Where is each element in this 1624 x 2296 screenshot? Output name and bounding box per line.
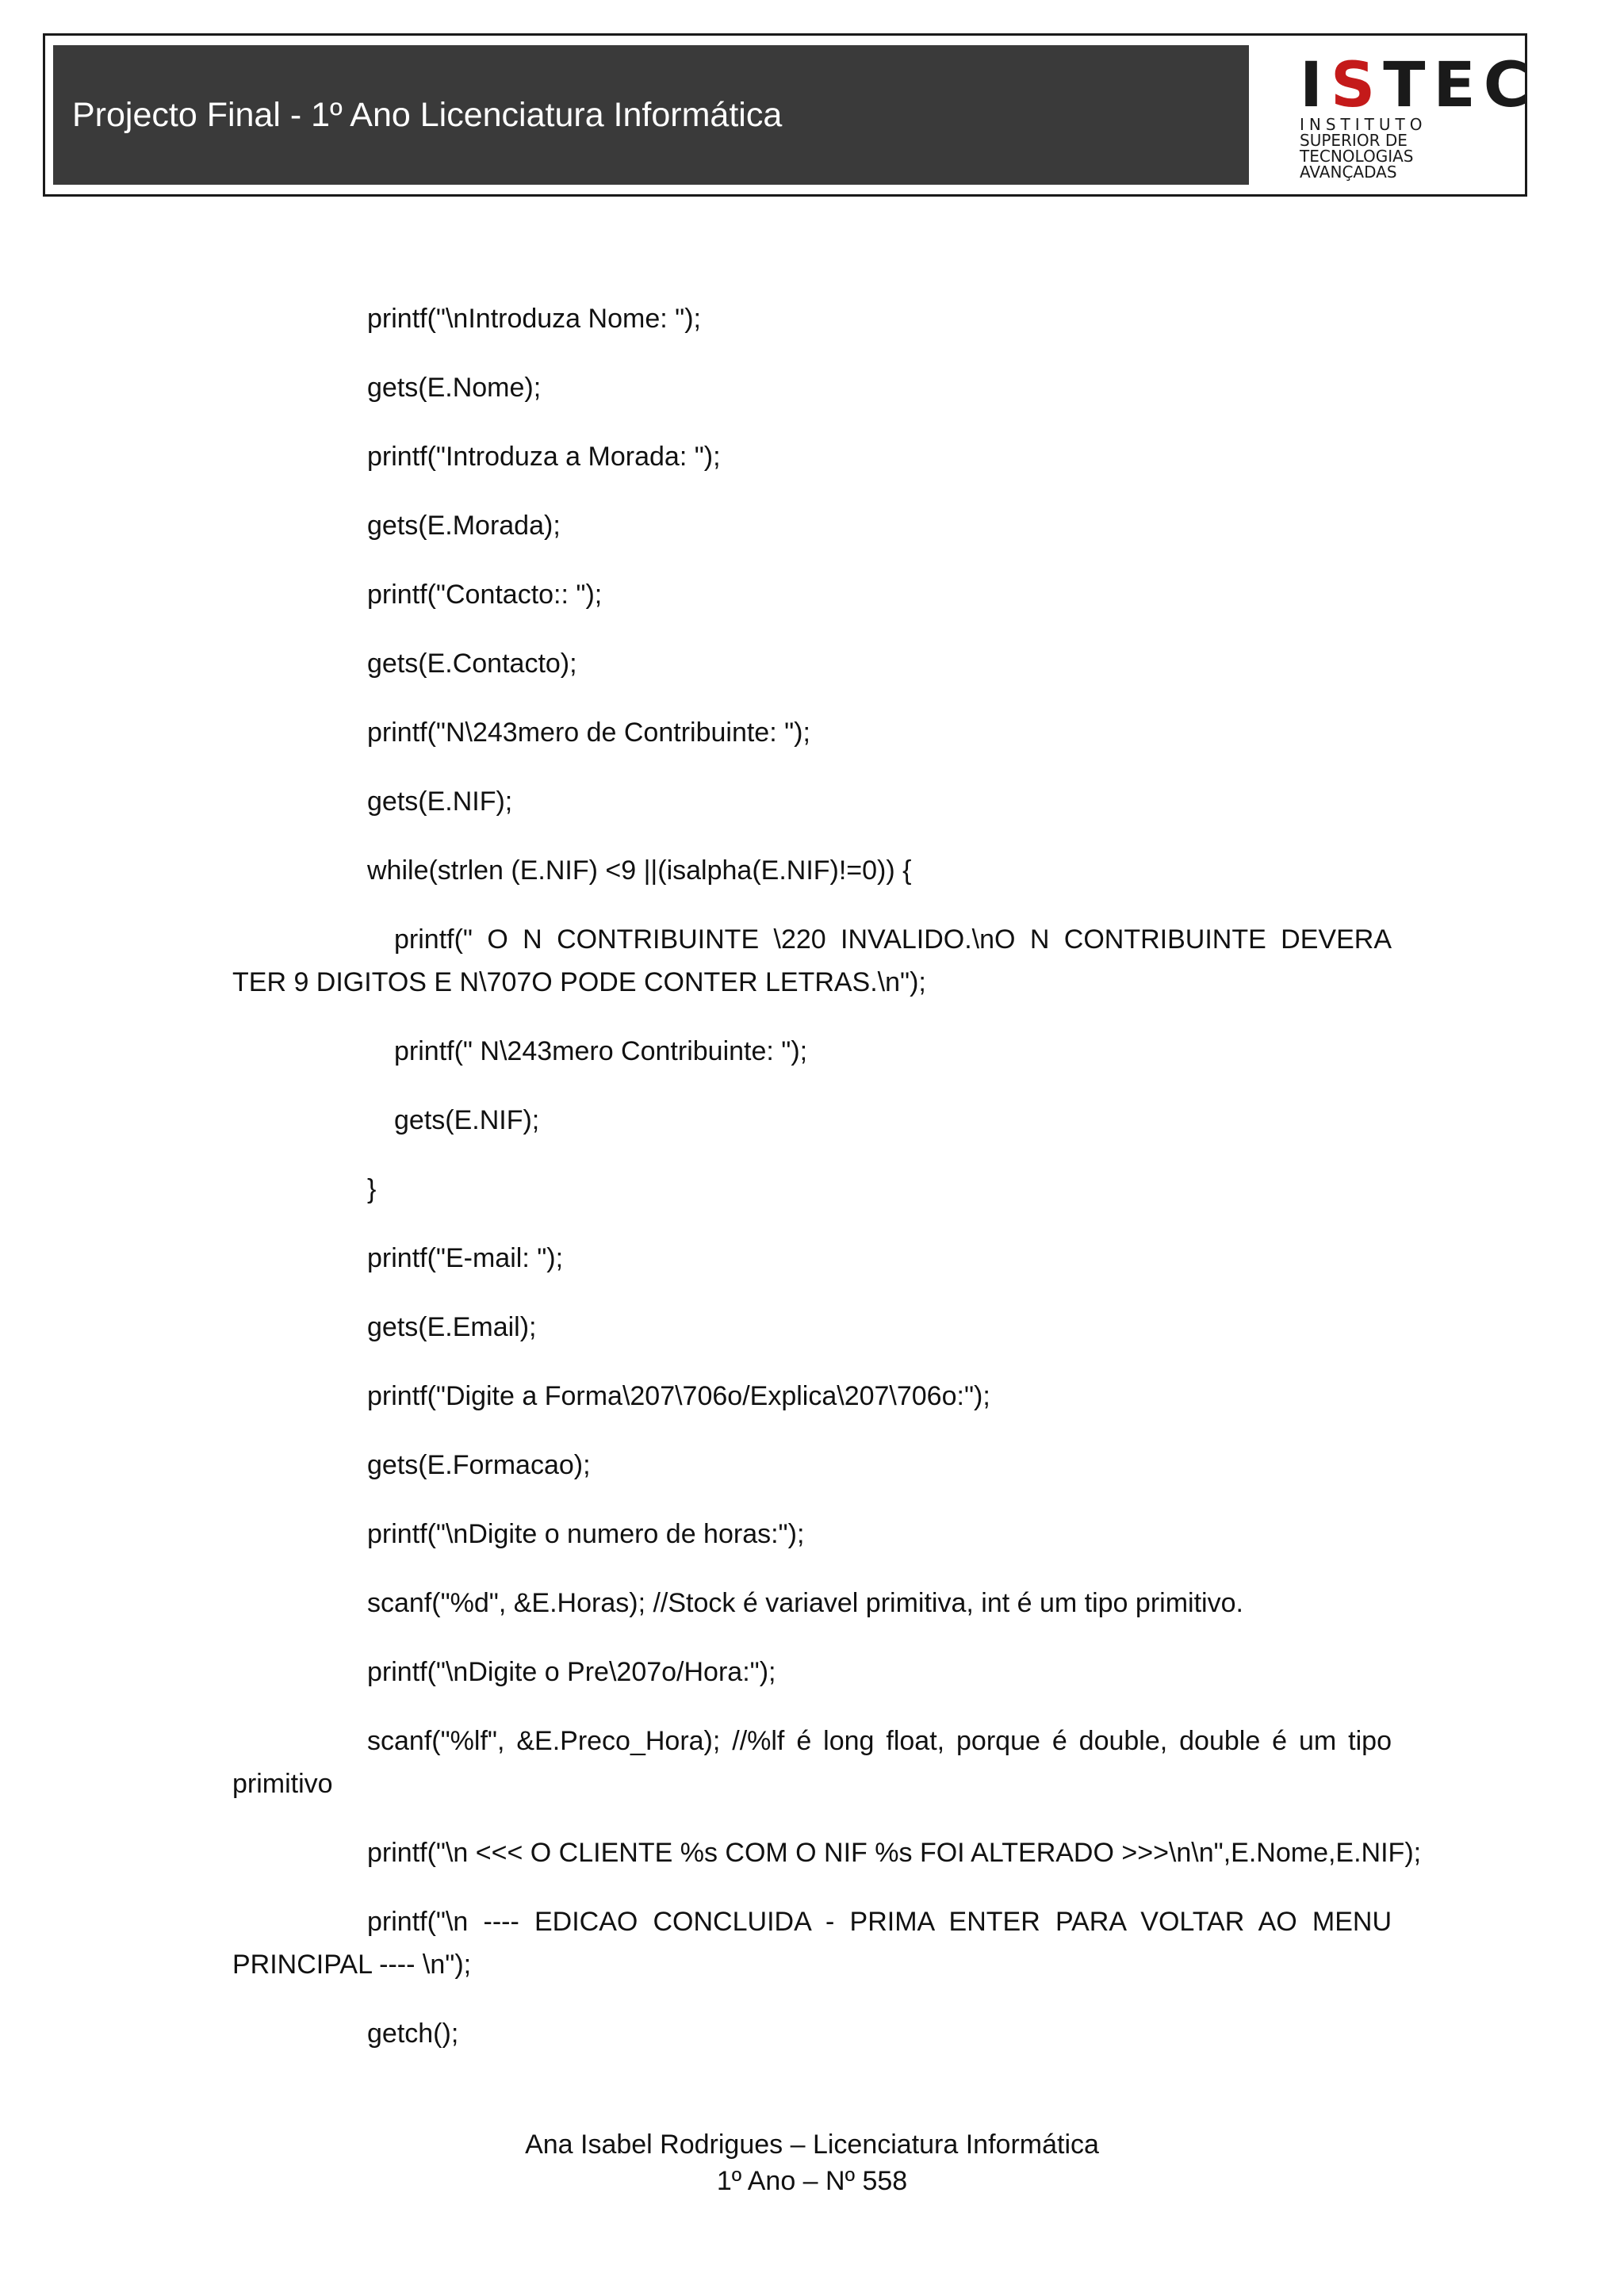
page-header (43, 33, 1537, 197)
code-line: printf("Contacto:: "); (367, 580, 603, 610)
istec-logo (1300, 50, 1537, 185)
code-line: gets(E.Morada); (367, 511, 561, 541)
footer-author: Ana Isabel Rodrigues – Licenciatura Informática (525, 2130, 1099, 2160)
code-line: gets(E.NIF); (394, 1105, 540, 1135)
code-line: printf("\n <<< O CLIENTE %s COM O NIF %s FOI ALTERADO >>>\n\n",E.Nome,E.NIF); (367, 1838, 1422, 1868)
code-line: printf("Digite a Forma\207\706o/Explica\207\706o:"); (367, 1381, 990, 1411)
code-line: printf("\nIntroduza Nome: "); (367, 304, 701, 334)
code-line: gets(E.Contacto); (367, 649, 577, 679)
logo-wordmark: ISTEC (1300, 50, 1537, 121)
code-line: while(strlen (E.NIF) <9 ||(isalpha(E.NIF)!=0)) { (367, 855, 912, 886)
code-line: scanf("%d", &E.Horas); //Stock é variavel primitiva, int é um tipo primitivo. (367, 1588, 1243, 1618)
code-line: gets(E.Formacao); (367, 1450, 591, 1480)
logo-subtitle: INSTITUTO SUPERIOR DE TECNOLOGIAS AVANÇADAS (1300, 115, 1427, 182)
code-line: printf("\nDigite o Pre\207o/Hora:"); (367, 1657, 776, 1687)
code-line: printf("N\243mero de Contribuinte: "); (367, 718, 810, 748)
code-line: getch(); (367, 2019, 459, 2049)
code-line: printf("Introduza a Morada: "); (367, 442, 721, 472)
header-title: Projecto Final - 1º Ano Licenciatura Informática (72, 96, 783, 134)
code-line: gets(E.NIF); (367, 786, 513, 817)
code-line: printf("E-mail: "); (367, 1243, 564, 1273)
footer-student-number: 1º Ano – Nº 558 (716, 2166, 908, 2196)
code-line: printf("\n ---- EDICAO CONCLUIDA - PRIMA ENTER PARA VOLTAR AO MENU PRINCIPAL ---- \n"); (232, 1907, 1392, 1980)
code-line: printf(" O N CONTRIBUINTE \220 INVALIDO.\nO N CONTRIBUINTE DEVERA TER 9 DIGITOS E N\707O PODE CONTER LETRAS.\n"); (232, 924, 1392, 997)
code-line: printf("\nDigite o numero de horas:"); (367, 1519, 805, 1549)
code-line: gets(E.Email); (367, 1312, 537, 1342)
code-listing (232, 297, 1422, 2081)
code-line: gets(E.Nome); (367, 373, 542, 403)
page-footer (0, 2126, 1624, 2199)
code-line: } (367, 1174, 377, 1204)
code-line: scanf("%lf", &E.Preco_Hora); //%lf é long float, porque é double, double é um tipo primitivo (232, 1726, 1392, 1799)
header-bar (53, 45, 1249, 185)
code-line: printf(" N\243mero Contribuinte: "); (394, 1036, 808, 1066)
